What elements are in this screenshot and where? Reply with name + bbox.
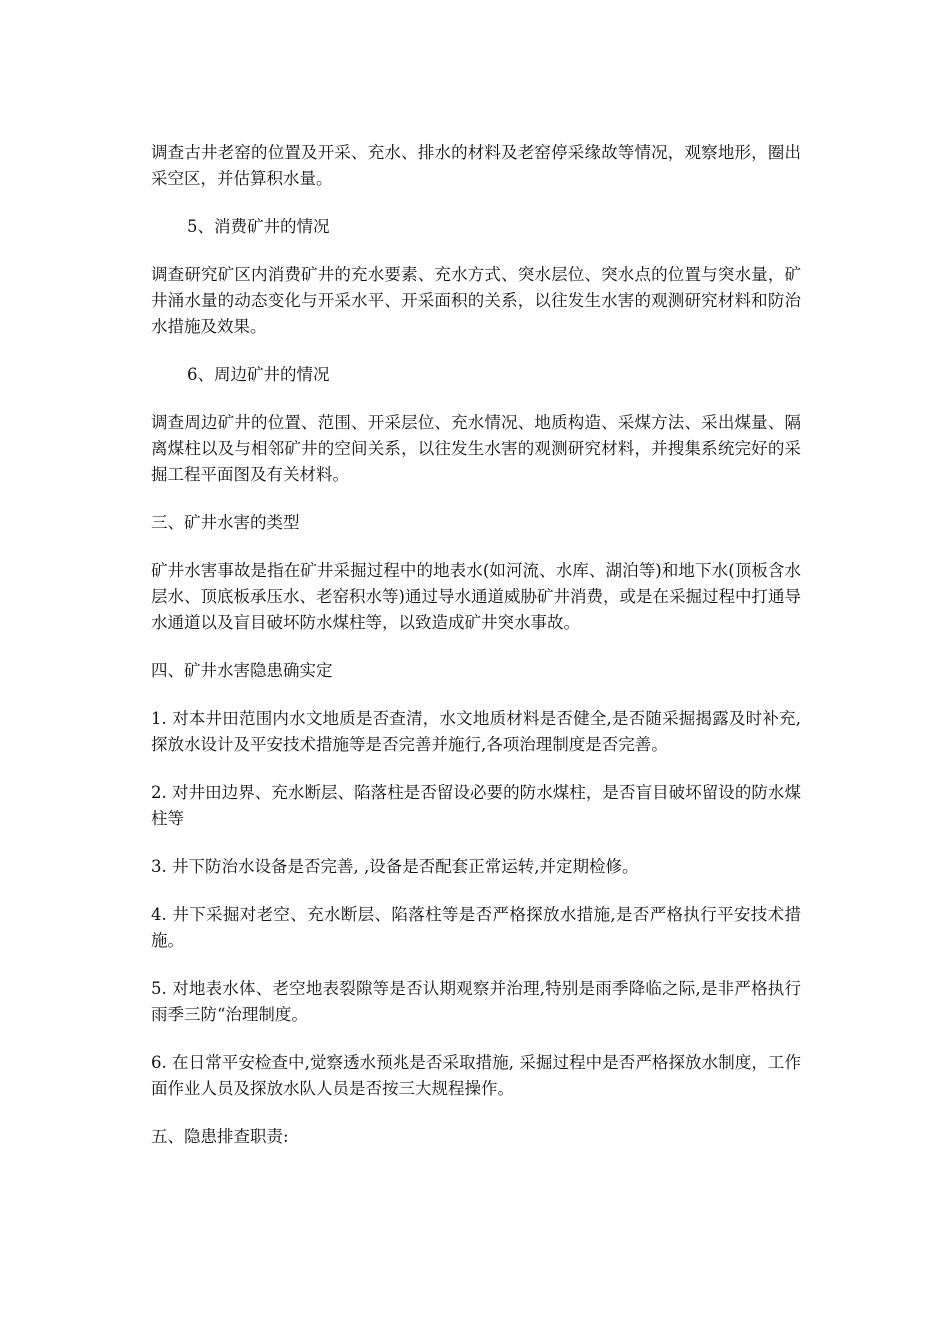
section-heading-inspection-duties: 五、隐患排查职责: [151,1127,289,1146]
list-item-5: 5. 对地表水体、老空地表裂隙等是否认期观察并治理,特别是雨季降临之际,是非严格执行雨季三防“治理制度。 [151,979,801,1024]
list-item-4: 4. 井下采掘对老空、充水断层、陷落柱等是否严格探放水措施,是否严格执行平安技术措施。 [151,905,801,950]
list-item-6: 6. 在日常平安检查中,觉察透水预兆是否采取措施, 采掘过程中是否严格探放水制度，工作面作业人员及探放水队人员是否按三大规程操作。 [151,1053,801,1098]
document-page [151,140,801,1172]
section-heading-water-hazard-types: 三、矿井水害的类型 [151,513,300,532]
paragraph-production-mines: 调查研究矿区内消费矿井的充水要素、充水方式、突水层位、突水点的位置与突水量，矿井涌水量的动态变化与开采水平、开采面积的关系，以往发生水害的观测研究材料和防治水措施及效果。 [151,265,801,336]
paragraph-water-hazard-types: 矿井水害事故是指在矿井采掘过程中的地表水(如河流、水库、湖泊等)和地下水(顶板含水层水、顶底板承压水、老窑积水等)通过导水通道威胁矿井消费，或是在采掘过程中打通导水通道以及盲目破坏防水煤柱等，以致造成矿井突水事故。 [151,561,801,632]
subheading-production-mines: 5、消费矿井的情况 [187,217,330,236]
list-item-2: 2. 对井田边界、充水断层、陷落柱是否留设必要的防水煤柱，是否盲目破坏留设的防水煤柱等 [151,783,801,828]
list-item-3: 3. 井下防治水设备是否完善, ,设备是否配套正常运转,并定期检修。 [151,857,639,876]
subheading-surrounding-mines: 6、周边矿井的情况 [187,365,330,384]
paragraph-old-mines-survey: 调查古井老窑的位置及开采、充水、排水的材料及老窑停采缘故等情况，观察地形，圈出采空区，并估算积水量。 [151,143,801,188]
list-item-1: 1. 对本井田范围内水文地质是否查清，水文地质材料是否健全,是否随采掘揭露及时补充,探放水设计及平安技术措施等是否完善并施行,各项治理制度是否完善。 [151,709,801,754]
section-heading-hazard-determination: 四、矿井水害隐患确实定 [151,661,333,680]
paragraph-surrounding-mines: 调查周边矿井的位置、范围、开采层位、充水情况、地质构造、采煤方法、采出煤量、隔离煤柱以及与相邻矿井的空间关系，以往发生水害的观测研究材料，并搜集系统完好的采掘工程平面图及有关材料。 [151,413,801,484]
